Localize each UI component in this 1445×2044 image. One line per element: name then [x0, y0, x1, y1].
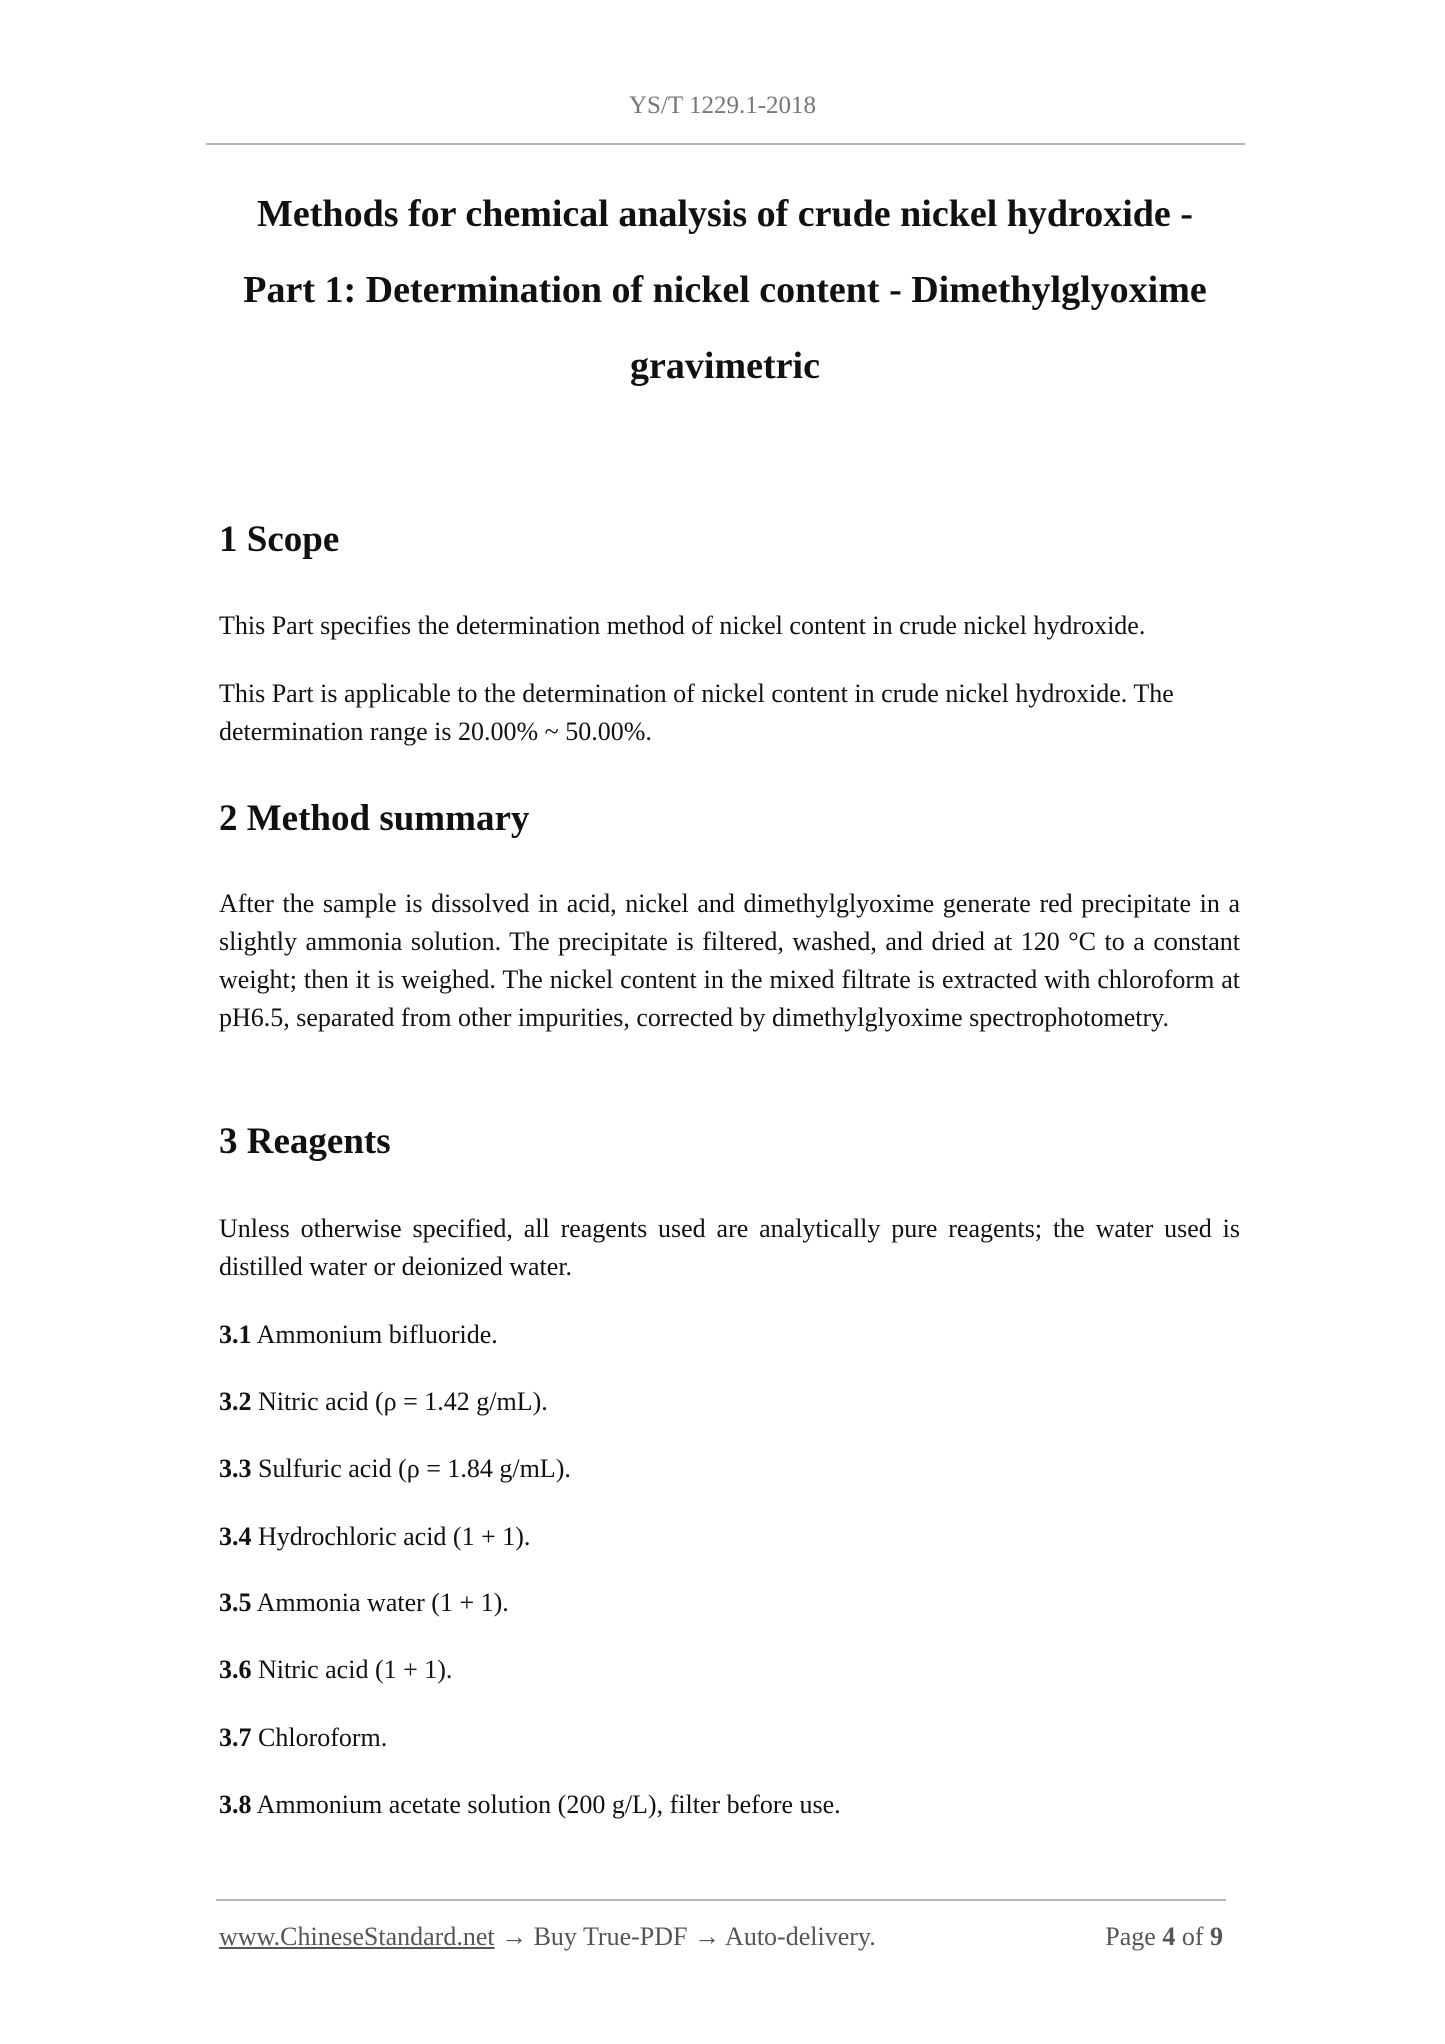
document-id-header: YS/T 1229.1-2018 [628, 92, 817, 119]
reagents-paragraph: Unless otherwise specified, all reagents used are analytically pure reagents; the water used is distilled water or deionized water. [219, 1214, 1240, 1281]
website-link[interactable]: www.ChineseStandard.net [219, 1922, 495, 1951]
item-text: Nitric acid (ρ = 1.42 g/mL). [251, 1387, 548, 1416]
heading-scope: 1 Scope [219, 519, 340, 560]
item-number: 3.4 [219, 1522, 252, 1551]
title-line-2: Part 1: Determination of nickel content - Dimethylglyoxime [243, 269, 1207, 311]
item-number: 3.3 [219, 1454, 252, 1483]
item-number: 3.5 [219, 1588, 252, 1617]
item-number: 3.8 [219, 1790, 252, 1819]
heading-reagents: 3 Reagents [219, 1121, 391, 1162]
reagent-item [219, 1786, 841, 1824]
item-number: 3.6 [219, 1655, 252, 1684]
item-text: Nitric acid (1 + 1). [251, 1655, 453, 1684]
item-number: 3.2 [219, 1387, 252, 1416]
item-text: Ammonia water (1 + 1). [251, 1588, 509, 1617]
footer-rule [216, 1899, 1226, 1901]
item-text: Hydrochloric acid (1 + 1). [251, 1522, 531, 1551]
item-text: Ammonium acetate solution (200 g/L), filter before use. [251, 1790, 841, 1819]
scope-paragraph-2: This Part is applicable to the determination of nickel content in crude nickel hydroxide. The determination range is 20.00% ~ 50.00%. [219, 679, 1174, 746]
page-indicator [1105, 1919, 1223, 1955]
title-line-3: gravimetric [630, 345, 820, 387]
reagent-item [219, 1651, 452, 1689]
reagent-item [219, 1316, 498, 1354]
footer-promo [219, 1919, 876, 1955]
item-text: Sulfuric acid (ρ = 1.84 g/mL). [251, 1454, 571, 1483]
reagent-item [219, 1719, 387, 1757]
item-text: Ammonium bifluoride. [251, 1320, 498, 1349]
item-number: 3.1 [219, 1320, 252, 1349]
item-text: Chloroform. [251, 1723, 388, 1752]
page-label: Page [1105, 1922, 1163, 1951]
of-label: of [1175, 1922, 1210, 1951]
scope-paragraph-1: This Part specifies the determination method of nickel content in crude nickel hydroxide. [219, 611, 1146, 640]
method-summary-paragraph: After the sample is dissolved in acid, nickel and dimethylglyoxime generate red precipitate in a slightly ammonia solution. The precipitate is filtered, washed, and dried at 120 °C to a constant weight; then it is weighed. The nickel content in the mixed filtrate is extracted with chloroform at pH6.5, separated from other impurities, corrected by dimethylglyoxime spectrophotometry. [219, 889, 1240, 1032]
current-page: 4 [1162, 1922, 1176, 1951]
header-rule [206, 143, 1245, 145]
footer-promo-text: → Buy True-PDF → Auto-delivery. [494, 1922, 876, 1951]
reagent-item [219, 1450, 571, 1488]
reagent-item [219, 1383, 548, 1421]
title-line-1: Methods for chemical analysis of crude nickel hydroxide - [257, 193, 1193, 235]
item-number: 3.7 [219, 1723, 252, 1752]
total-pages: 9 [1210, 1922, 1223, 1951]
reagent-item [219, 1584, 509, 1622]
heading-method-summary: 2 Method summary [219, 798, 530, 839]
reagent-item [219, 1518, 530, 1556]
